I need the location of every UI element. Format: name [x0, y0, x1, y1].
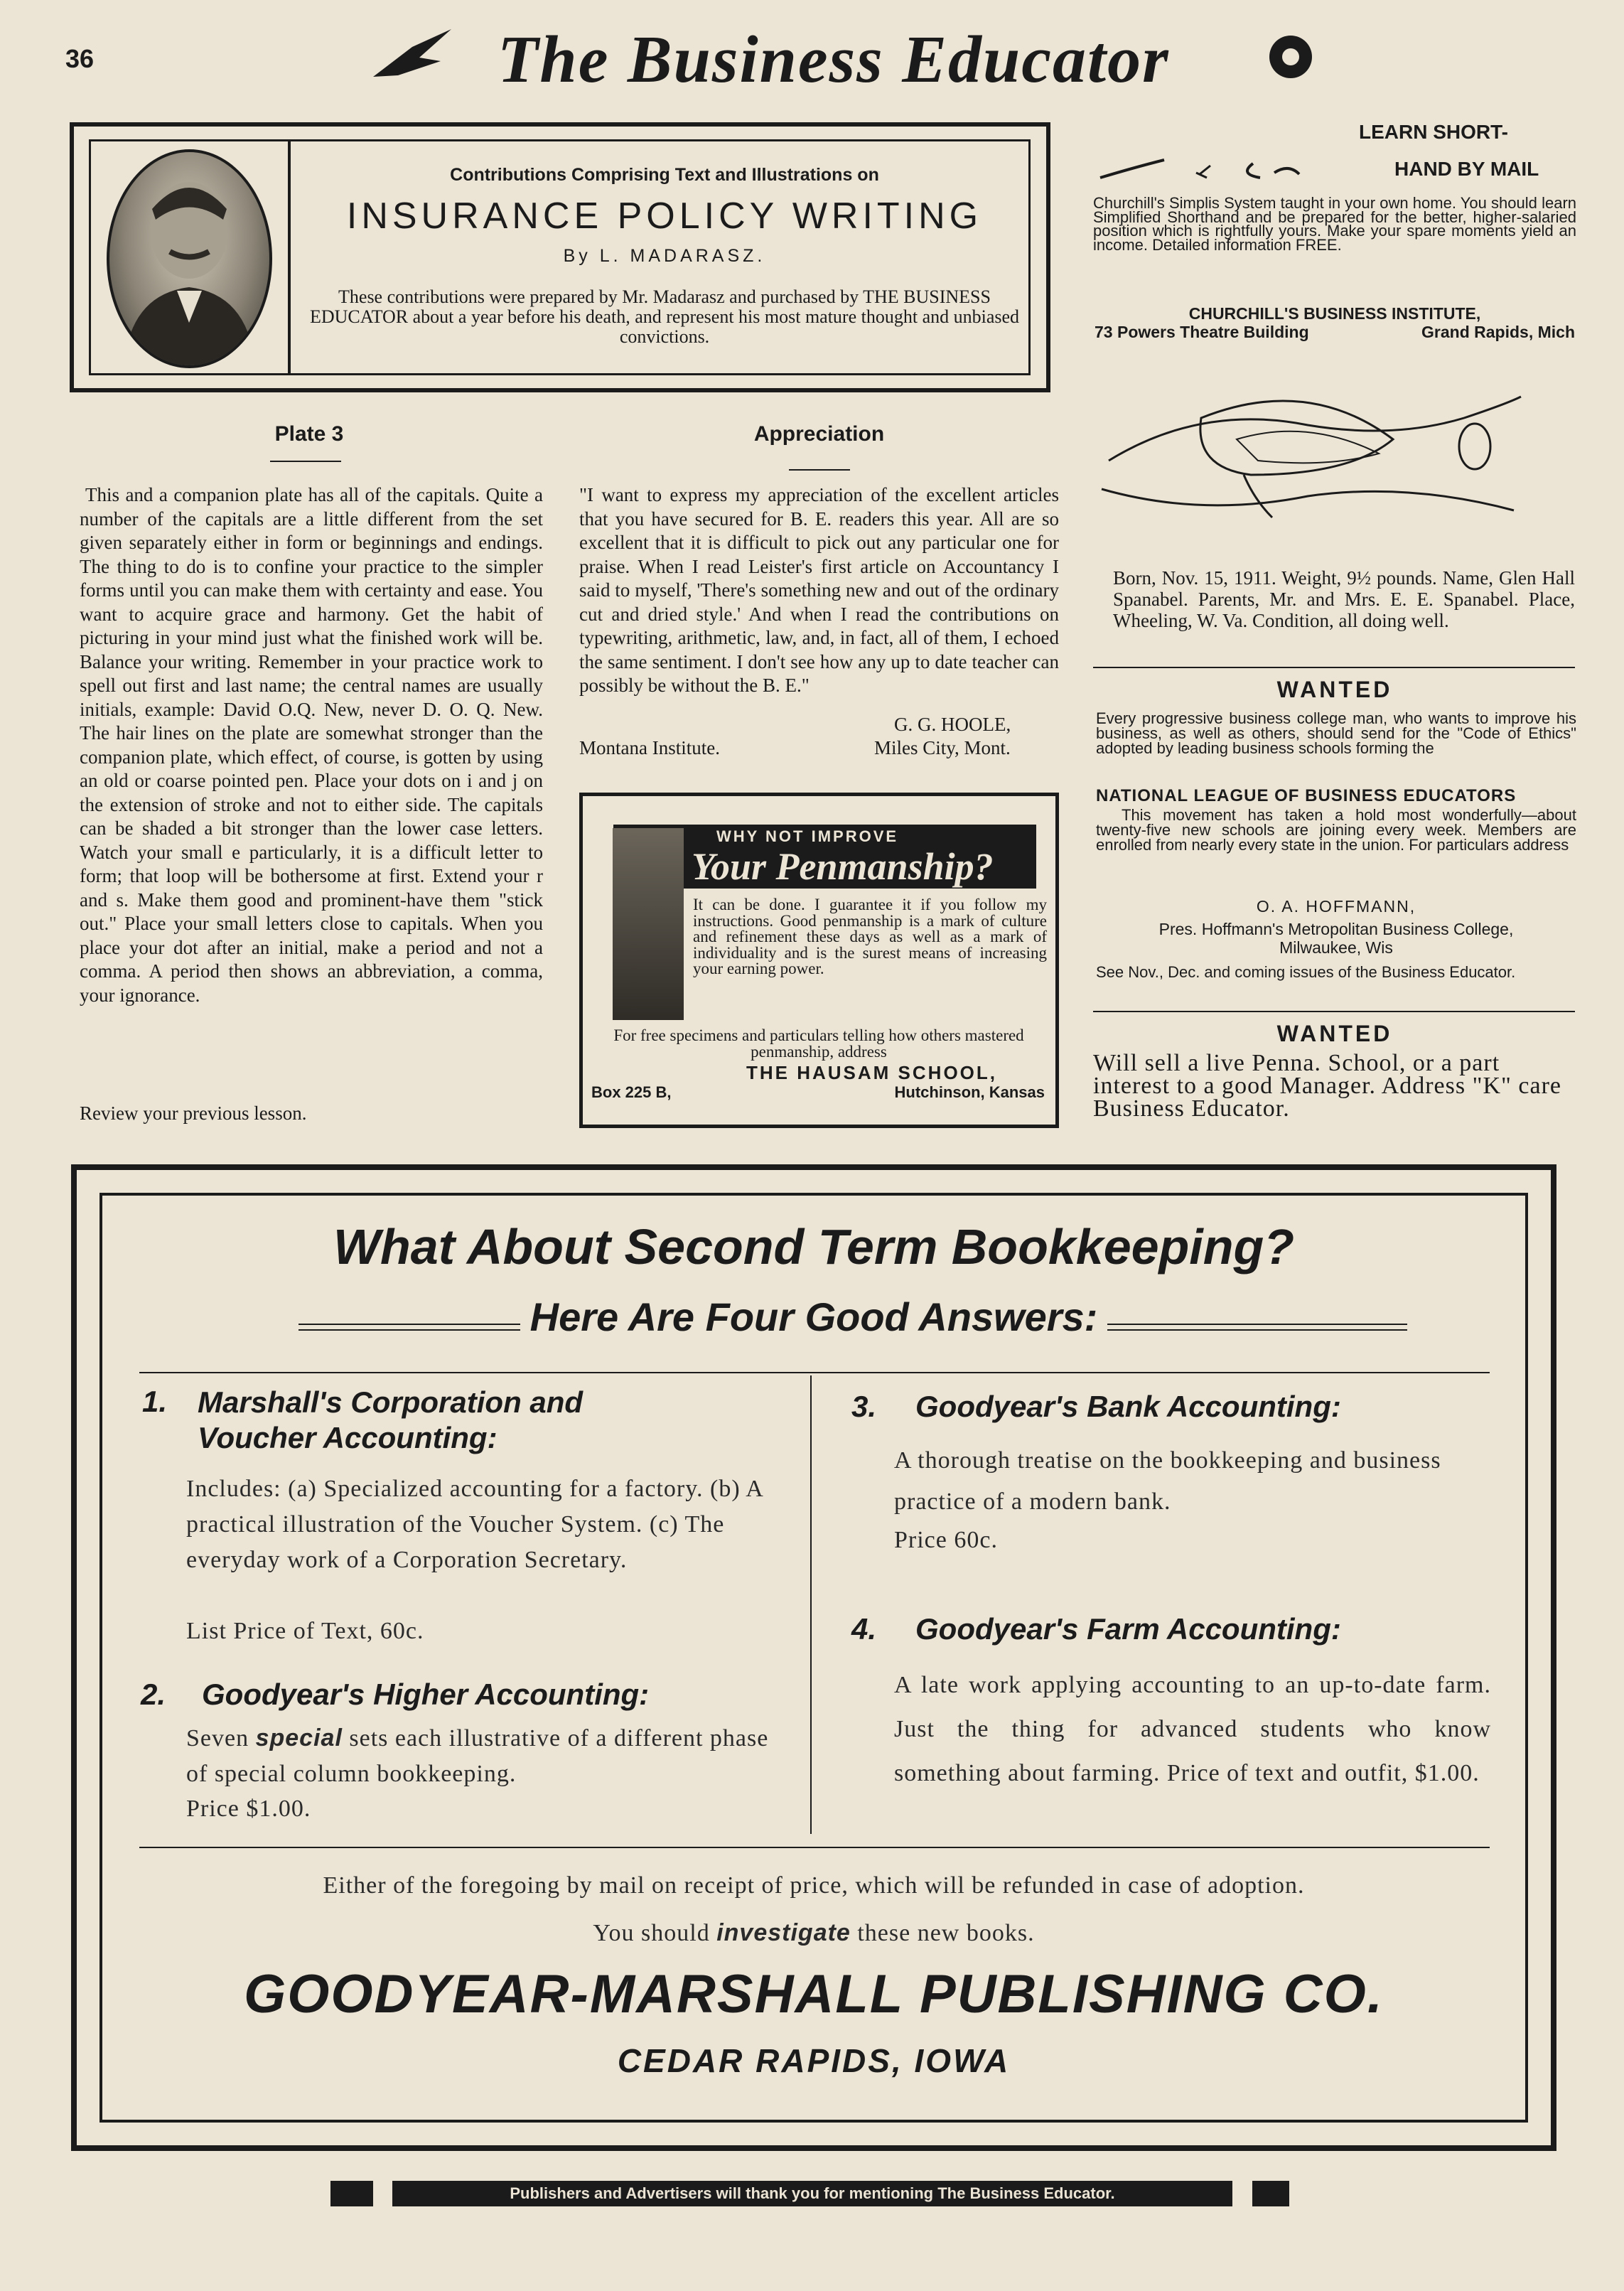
item3-body: A thorough treatise on the bookkeeping and business practice of a modern bank. — [894, 1447, 1441, 1515]
item2-body — [186, 1720, 783, 1792]
appreciation-place: Miles City, Mont. — [874, 737, 1011, 758]
wanted1-title: Pres. Hoffmann's Metropolitan Business College, — [1158, 920, 1514, 938]
madarasz-portrait — [107, 149, 272, 368]
wanted1-body: Every progressive business college man, who wants to improve his business, as well as others, should send for the "Code of Ethics" adopted by leading business schools forming the — [1096, 709, 1576, 757]
wanted1-league: NATIONAL LEAGUE OF BUSINESS EDUCATORS — [1096, 786, 1517, 805]
appreciation-body: "I want to express my appreciation of the excellent articles that you have secured for B. E. readers this year. All are so excellent that it is difficult to pick out any particular one for praise. When I read Leister's first article on Accountancy I said to myself, 'There's something new and out of the ordinary cut and dried style.' And when I read the contributions on typewriting, arithmetic, law, and, in fact, all of them, I echoed the same sentiment. I don't see how any up to date teacher can possibly be without the B. E." — [579, 484, 1059, 696]
item2-number: 2. — [141, 1678, 166, 1711]
wanted1-see: See Nov., Dec. and coming issues of the Business Educator. — [1096, 963, 1516, 981]
item2-body-em: special — [255, 1724, 343, 1751]
plate-closing: Review your previous lesson. — [80, 1102, 307, 1124]
item3-title: Goodyear's Bank Accounting: — [915, 1390, 1341, 1423]
appreciation-rule — [789, 469, 850, 471]
item3-price: Price 60c. — [894, 1527, 998, 1553]
footer-right-block — [1252, 2181, 1289, 2206]
penmanship-school: THE HAUSAM SCHOOL, — [746, 1062, 997, 1083]
item2-title: Goodyear's Higher Accounting: — [202, 1678, 650, 1711]
item1-title: Marshall's Corporation and Voucher Accounting: — [198, 1385, 584, 1454]
wanted1-city: Milwaukee, Wis — [1279, 938, 1393, 957]
wanted1-heading: WANTED — [1276, 677, 1393, 702]
investigate-pre: You should — [593, 1920, 717, 1946]
wanted2-body: Will sell a live Penna. School, or a part interest to a good Manager. Address "K" care Business Educator. — [1093, 1050, 1562, 1122]
item1-body: Includes: (a) Specialized accounting for a factory. (b) A practical illustration of the Voucher System. (c) The everyday work of a Corporation Secretary. — [186, 1476, 763, 1573]
item4-title: Goodyear's Farm Accounting: — [915, 1612, 1341, 1646]
penmanship-body: It can be done. I guarantee it if you follow my instructions. Good penmanship is a mark of culture and refinement these days as well as a mark of individuality and is the surest means of increasing your earning power. — [693, 896, 1047, 977]
masthead-title: The Business Educator — [498, 23, 1170, 97]
insurance-title: INSURANCE POLICY WRITING — [346, 195, 983, 237]
insurance-note: These contributions were prepared by Mr. Madarasz and purchased by THE BUSINESS EDUCATOR about a year before his death, and represent his most mature thought and unbiased convictions. — [309, 286, 1020, 347]
shorthand-institute: CHURCHILL'S BUSINESS INSTITUTE, — [1188, 304, 1481, 323]
shorthand-city: Grand Rapids, Mich — [1421, 323, 1575, 341]
plate-body: This and a companion plate has all of the capitals. Quite a number of the capitals are a little different from the set given separately either in form or beginnings and endings. The thing to do is to confine your practice to the simpler forms until you can make them with certainty and ease. You want to acquire grace and harmony. Get the habit of picturing in your mind just what the finished work will be. Balance your writing. Remember in your practice work to spell out first and last name; the central names are usually initials, example: David O.Q. New, never D. O. Q. New. The hair lines on the plate are somewhat stronger than the companion plate, which effect, of course, is gotten by using an old or coarse pointed pen. Place your dots on i and j on the extension of stroke and not to either side. The capitals can be shaded a bit stronger than the lower case letters. Watch your small e particularly, it is a difficult letter to form; that loop will be bothersome at first. Extend your r and s. Make them good and prominent-have them "stick out." Place your small letters close to capitals. When you place your dot after an initial, make a period and not a comma. A period then shows an abbreviation, a comma, your ignorance. — [80, 484, 543, 1006]
plate-rule — [270, 461, 341, 462]
item2-body-pre: Seven — [186, 1725, 256, 1751]
birth-notice: Born, Nov. 15, 1911. Weight, 9½ pounds. Name, Glen Hall Spanabel. Parents, Mr. and Mrs. E. E. Spanabel. Place, Wheeling, W. Va. Condition, all doing well. — [1113, 567, 1575, 631]
item1-price: List Price of Text, 60c. — [186, 1618, 424, 1644]
appreciation-institution: Montana Institute. — [579, 737, 720, 758]
item3-number: 3. — [851, 1390, 877, 1423]
bookkeeping-column-divider — [810, 1375, 812, 1834]
wanted2-heading: WANTED — [1276, 1021, 1393, 1046]
bookkeeping-bottom-rule — [139, 1847, 1490, 1848]
penmanship-banner-top: WHY NOT IMPROVE — [716, 827, 899, 845]
investigate-post: these new books. — [850, 1920, 1035, 1946]
penmanship-banner-script: Your Penmanship? — [692, 845, 994, 888]
bookkeeping-headline: What About Second Term Bookkeeping? — [333, 1219, 1295, 1275]
penmanship-city: Hutchinson, Kansas — [894, 1083, 1045, 1101]
insurance-byline: By L. MADARASZ. — [563, 246, 766, 266]
crest-emblem-icon — [1262, 28, 1319, 85]
page-number: 36 — [65, 44, 95, 73]
footer-bar: Publishers and Advertisers will thank you for mentioning The Business Educator. — [392, 2181, 1232, 2206]
bookkeeping-top-rule — [139, 1372, 1490, 1373]
appreciation-heading: Appreciation — [753, 422, 885, 446]
bookkeeping-either: Either of the foregoing by mail on receipt of price, which will be refunded in case of adoption. — [323, 1872, 1305, 1899]
right-rule-2 — [1093, 1011, 1575, 1012]
item2-price: Price $1.00. — [186, 1796, 311, 1822]
shorthand-strokes-icon — [1093, 153, 1328, 188]
item1-number: 1. — [142, 1385, 168, 1418]
item4-body: A late work applying accounting to an up-to-date farm. Just the thing for advanced students who know something about farming. Price of text and outfit, $1.00. — [894, 1672, 1491, 1786]
shorthand-title-2: HAND BY MAIL — [1394, 158, 1539, 180]
right-rule-1 — [1093, 667, 1575, 668]
stork-illustration — [1095, 375, 1535, 546]
item2-body-post: sets each illustrative of a different phase of special column bookkeeping. — [186, 1725, 769, 1787]
shorthand-body: Churchill's Simplis System taught in your own home. You should learn Simplified Shorthand and be prepared for the better, higher-salaried position which is rightfully yours. Make your spare moments yield an income. Detailed information FREE. — [1093, 194, 1576, 254]
wanted1-body2: This movement has taken a hold most wonderfully—about twenty-five new schools are joining every week. Members are enrolled from nearly every state in the union. For particulars address — [1096, 806, 1576, 854]
penman-photo — [613, 828, 684, 1020]
appreciation-signer: G. G. HOOLE, — [894, 714, 1011, 735]
bookkeeping-subhead-wrap — [100, 1294, 1528, 1340]
insurance-kicker: Contributions Comprising Text and Illustrations on — [450, 165, 879, 185]
plate-heading: Plate 3 — [274, 422, 344, 446]
quill-pen-icon — [370, 26, 455, 82]
publisher-name: GOODYEAR-MARSHALL PUBLISHING CO. — [244, 1964, 1384, 2024]
penmanship-footer: For free specimens and particulars telling how others mastered penmanship, address — [613, 1026, 1024, 1061]
bookkeeping-investigate — [100, 1915, 1528, 1951]
penmanship-box: Box 225 B, — [591, 1083, 672, 1101]
shorthand-title-1: LEARN SHORT- — [1359, 121, 1508, 143]
bookkeeping-subhead: Here Are Four Good Answers: — [520, 1294, 1108, 1339]
wanted1-name: O. A. HOFFMANN, — [1256, 897, 1416, 916]
investigate-em: investigate — [716, 1919, 851, 1946]
publisher-city: CEDAR RAPIDS, IOWA — [617, 2042, 1011, 2079]
shorthand-address: 73 Powers Theatre Building — [1095, 323, 1309, 341]
insurance-divider — [288, 139, 291, 375]
item4-number: 4. — [851, 1612, 877, 1646]
footer-left-block — [330, 2181, 373, 2206]
